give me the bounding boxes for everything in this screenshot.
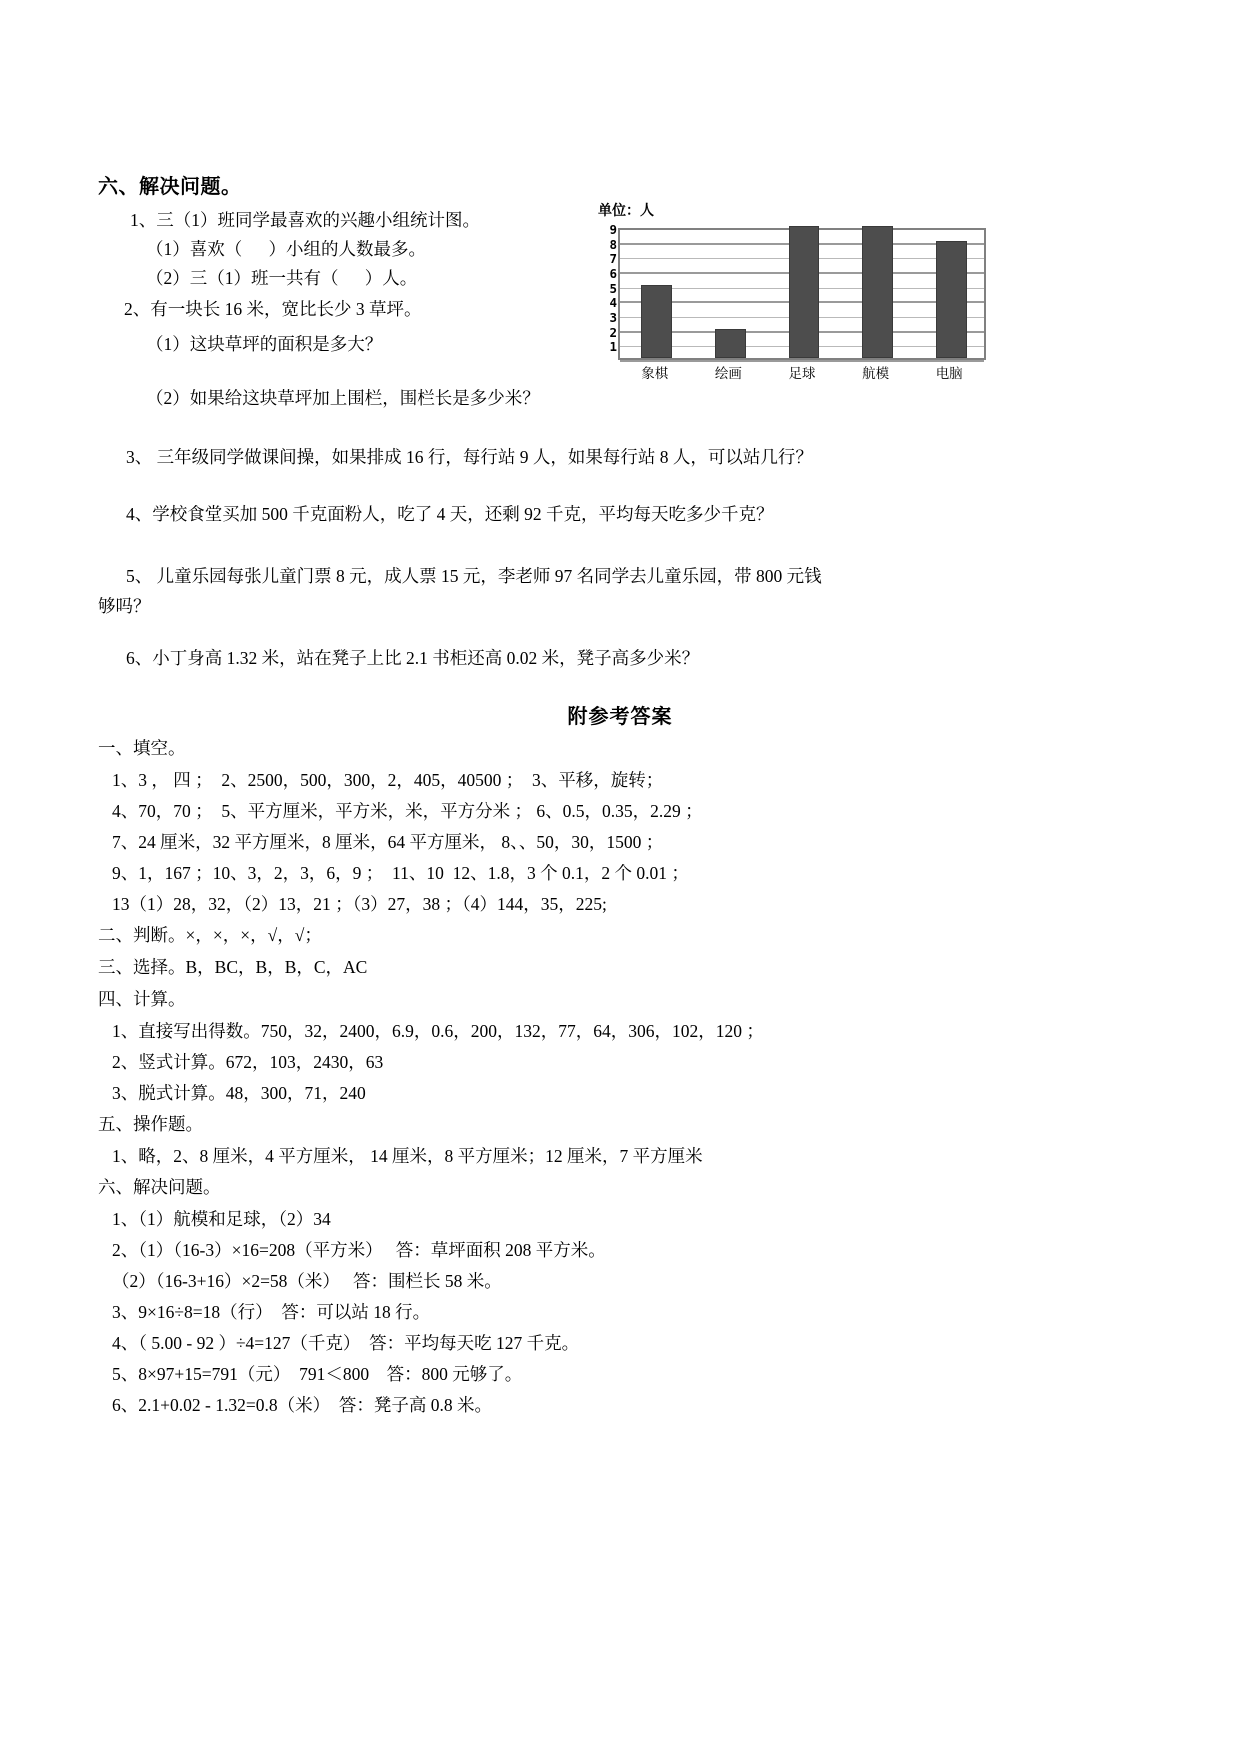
chart-x-label: 足球 (788, 366, 816, 381)
chart-bar (789, 226, 820, 358)
question-4: 4、学校食堂买加 500 千克面粉人，吃了 4 天，还剩 92 千克，平均每天吃多少千克？ (126, 504, 774, 524)
answer-line: 7、24 厘米，32 平方厘米，8 厘米，64 平方厘米， 8、、50，30，1500 ； (112, 832, 664, 852)
answer-line: 1、略，2、8 厘米，4 平方厘米， 14 厘米，8 平方厘米；12 厘米，7 平方厘米 (112, 1146, 703, 1166)
answer-line: 3、脱式计算。48，300，71，240 (112, 1083, 366, 1103)
chart-y-tick: 8 (609, 236, 617, 252)
answer-line: 4、（ 5.00 - 92 ）÷4=127（千克） 答：平均每天吃 127 千克。 (112, 1333, 580, 1353)
answer-group-heading: 四、计算。 (98, 989, 186, 1009)
chart-y-tick: 9 (609, 221, 617, 237)
answer-line: 3、9×16÷8=18（行） 答：可以站 18 行。 (112, 1302, 431, 1322)
answer-line: 4、70，70 ； 5、平方厘米，平方米，米，平方分米 ； 6、0.5，0.35，2.29 ； (112, 801, 703, 821)
answer-line: 5、8×97+15=791（元） 791＜800 答：800 元够了。 (112, 1364, 523, 1384)
answer-key-title: 附参考答案 (567, 706, 673, 728)
interest-group-bar-chart (586, 200, 986, 395)
answer-line: 6、2.1+0.02 - 1.32=0.8（米） 答：凳子高 0.8 米。 (112, 1395, 492, 1415)
answer-group-heading: 三、选择。B，BC，B，B，C，AC (98, 957, 368, 977)
chart-y-tick: 4 (609, 295, 617, 311)
answer-group-heading: 六、解决问题。 (98, 1177, 221, 1197)
answer-line: 13（1）28，32，（2）13，21 ；（3）27，38 ；（4）144，35，225; (112, 894, 607, 914)
answer-group-heading: 二、判断。×，×，×，√，√； (98, 925, 322, 945)
answer-line: 1、3 ， 四 ； 2、2500，500，300，2，405，40500 ； 3、平移，旋转； (112, 770, 664, 790)
chart-plot-area (609, 221, 986, 360)
question-6: 6、小丁身高 1.32 米，站在凳子上比 2.1 书柜还高 0.02 米，凳子高多少米？ (126, 648, 700, 668)
chart-x-label: 象棋 (641, 366, 669, 381)
question-2-sub-2: （2）如果给这块草坪加上围栏，围栏长是多少米？ (146, 388, 540, 408)
answer-line: 1、（1）航模和足球，（2）34 (112, 1209, 331, 1229)
chart-bar (936, 241, 967, 358)
chart-x-axis-labels (618, 362, 986, 388)
answer-line: （2）（16-3+16）×2=58（米） 答：围栏长 58 米。 (112, 1271, 502, 1291)
question-2-sub-1: （1）这块草坪的面积是多大？ (146, 334, 383, 354)
chart-unit-label: 单位：人 (598, 202, 654, 218)
question-2: 2、有一块长 16 米，宽比长少 3 草坪。 (124, 299, 422, 319)
question-1-sub-1: （1）喜欢（ ）小组的人数最多。 (146, 239, 426, 259)
chart-x-label: 电脑 (935, 366, 963, 381)
chart-x-label: 绘画 (714, 366, 742, 381)
question-3: 3、 三年级同学做课间操，如果排成 16 行，每行站 9 人，如果每行站 8 人，可以站几行？ (126, 447, 813, 467)
chart-bar (641, 285, 672, 358)
chart-y-tick: 3 (609, 309, 617, 325)
question-1-sub-2: （2）三（1）班一共有（ ）人。 (146, 268, 418, 288)
question-1: 1、三（1）班同学最喜欢的兴趣小组统计图。 (130, 210, 480, 230)
answer-group-heading: 五、操作题。 (98, 1114, 203, 1134)
answer-line: 2、（1）（16-3）×16=208（平方米） 答：草坪面积 208 平方米。 (112, 1240, 606, 1260)
chart-bar (862, 226, 893, 358)
answer-group-heading: 一、填空。 (98, 738, 186, 758)
chart-y-tick: 5 (609, 280, 617, 296)
answer-line: 9、1，167 ；10、3，2，3，6，9 ； 11、10 12、1.8，3 个 0.1，2 个 0.01 ； (112, 863, 689, 883)
section-heading-solve-problems: 六、解决问题。 (98, 176, 242, 198)
question-5-cont: 够吗？ (98, 596, 151, 616)
chart-y-tick: 6 (609, 265, 617, 281)
question-5: 5、 儿童乐园每张儿童门票 8 元，成人票 15 元，李老师 97 名同学去儿童乐园，带 800 元钱 (126, 566, 822, 586)
chart-y-tick: 2 (609, 324, 617, 340)
chart-x-label: 航模 (862, 366, 890, 381)
chart-y-tick: 7 (609, 251, 617, 267)
chart-y-tick: 1 (609, 339, 617, 355)
answer-line: 1、直接写出得数。750，32，2400，6.9，0.6，200，132，77，64，306，102，120 ； (112, 1021, 764, 1041)
chart-bar (715, 329, 746, 358)
answer-line: 2、竖式计算。672，103，2430，63 (112, 1052, 384, 1072)
